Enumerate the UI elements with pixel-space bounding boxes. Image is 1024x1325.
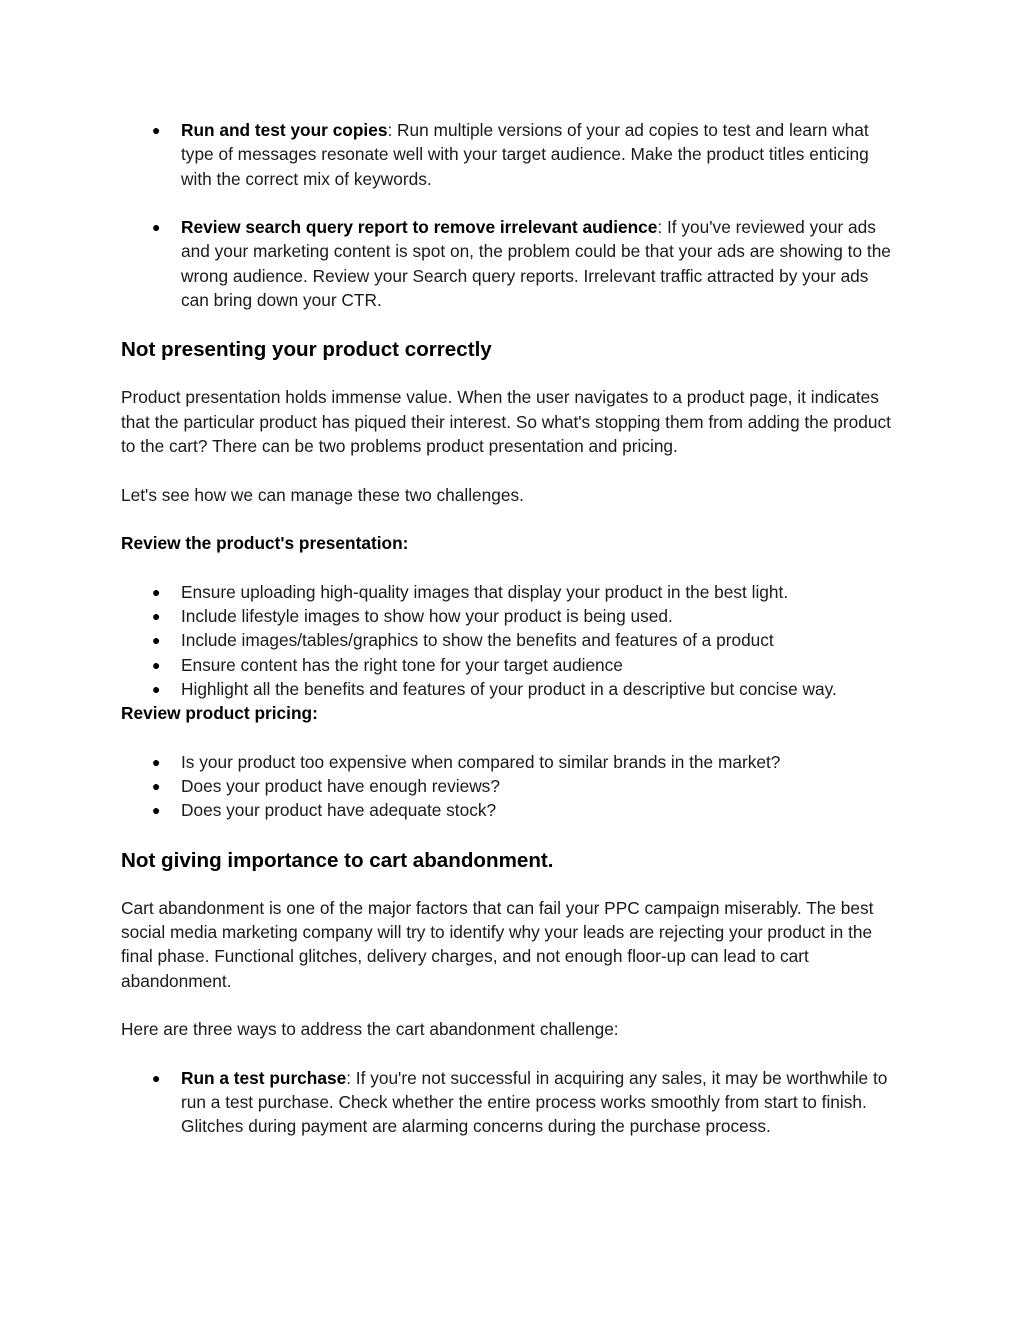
list-item — [121, 118, 896, 191]
paragraph: Let's see how we can manage these two challenges. — [121, 484, 524, 505]
bullet-icon: ● — [152, 1069, 161, 1086]
bullet-text: : Run multiple versions of your ad copies to test and learn what type of messages resonate well with your target audience. Make the product titles enticing with the correct mix of keywords. — [181, 120, 869, 189]
paragraph: Cart abandonment is one of the major factors that can fail your PPC campaign miserably. The best social media marketing company will try to identify why your leads are rejecting your product in the final phase. Functional glitches, delivery charges, and not enough floor-up can lead to cart abandonment. — [121, 897, 874, 991]
list-item — [121, 774, 896, 798]
bullet-icon: ● — [152, 680, 161, 697]
list-item — [121, 215, 896, 312]
bullet-text: : If you've reviewed your ads and your marketing content is spot on, the problem could be that your ads are showing to the wrong audience. Review your Search query reports. Irrelevant traffic attracted by your ads can bring down your CTR. — [181, 217, 891, 311]
list-item — [121, 653, 896, 677]
bullet-icon: ● — [152, 219, 161, 236]
paragraph: Product presentation holds immense value. When the user navigates to a product page, it indicates that the particular product has piqued their interest. So what's stopping them from adding the product to the cart? There can be two problems product presentation and pricing. — [121, 387, 891, 456]
pricing-bullet-list — [121, 750, 896, 823]
bullet-text: Is your product too expensive when compared to similar brands in the market? — [181, 751, 781, 772]
bullet-text: Does your product have adequate stock? — [181, 800, 497, 821]
bullet-text: Ensure content has the right tone for your target audience — [181, 654, 623, 675]
cart-abandonment-bullet-list — [121, 1066, 896, 1139]
bullet-bold-lead: Run and test your copies — [181, 120, 388, 140]
bullet-icon: ● — [152, 583, 161, 600]
list-item — [121, 628, 896, 652]
paragraph: Here are three ways to address the cart abandonment challenge: — [121, 1019, 619, 1040]
bullet-icon: ● — [152, 802, 161, 819]
subheading: Review product pricing: — [121, 703, 318, 724]
section-heading: Not giving importance to cart abandonment. — [121, 848, 554, 872]
bullet-text: Include lifestyle images to show how your product is being used. — [181, 606, 673, 627]
intro-bullet-list — [121, 118, 896, 312]
section-heading: Not presenting your product correctly — [121, 338, 492, 362]
list-item — [121, 677, 896, 701]
bullet-icon: ● — [152, 608, 161, 625]
bullet-text: Does your product have enough reviews? — [181, 776, 500, 797]
list-item — [121, 604, 896, 628]
document-page — [121, 118, 896, 1139]
bullet-text: Ensure uploading high-quality images that display your product in the best light. — [181, 581, 789, 602]
bullet-text: : If you're not successful in acquiring any sales, it may be worthwhile to run a test purchase. Check whether the entire process works smoothly from start to finish. Glitches during payment are alarming concerns during the purchase process. — [181, 1067, 888, 1137]
bullet-icon: ● — [152, 632, 161, 649]
bullet-icon: ● — [152, 753, 161, 770]
list-item — [121, 798, 896, 822]
bullet-icon: ● — [152, 122, 161, 138]
list-item — [121, 750, 896, 774]
bullet-text: Include images/tables/graphics to show the benefits and features of a product — [181, 630, 774, 651]
list-item — [121, 580, 896, 604]
bullet-icon: ● — [152, 778, 161, 795]
bullet-text: Highlight all the benefits and features of your product in a descriptive but concise way. — [181, 678, 837, 699]
bullet-bold-lead: Review search query report to remove irrelevant audience — [181, 217, 658, 238]
list-item — [121, 1066, 896, 1139]
presentation-bullet-list — [121, 580, 896, 701]
subheading: Review the product's presentation: — [121, 533, 409, 554]
bullet-icon: ● — [152, 656, 161, 673]
bullet-bold-lead: Run a test purchase — [181, 1067, 347, 1088]
